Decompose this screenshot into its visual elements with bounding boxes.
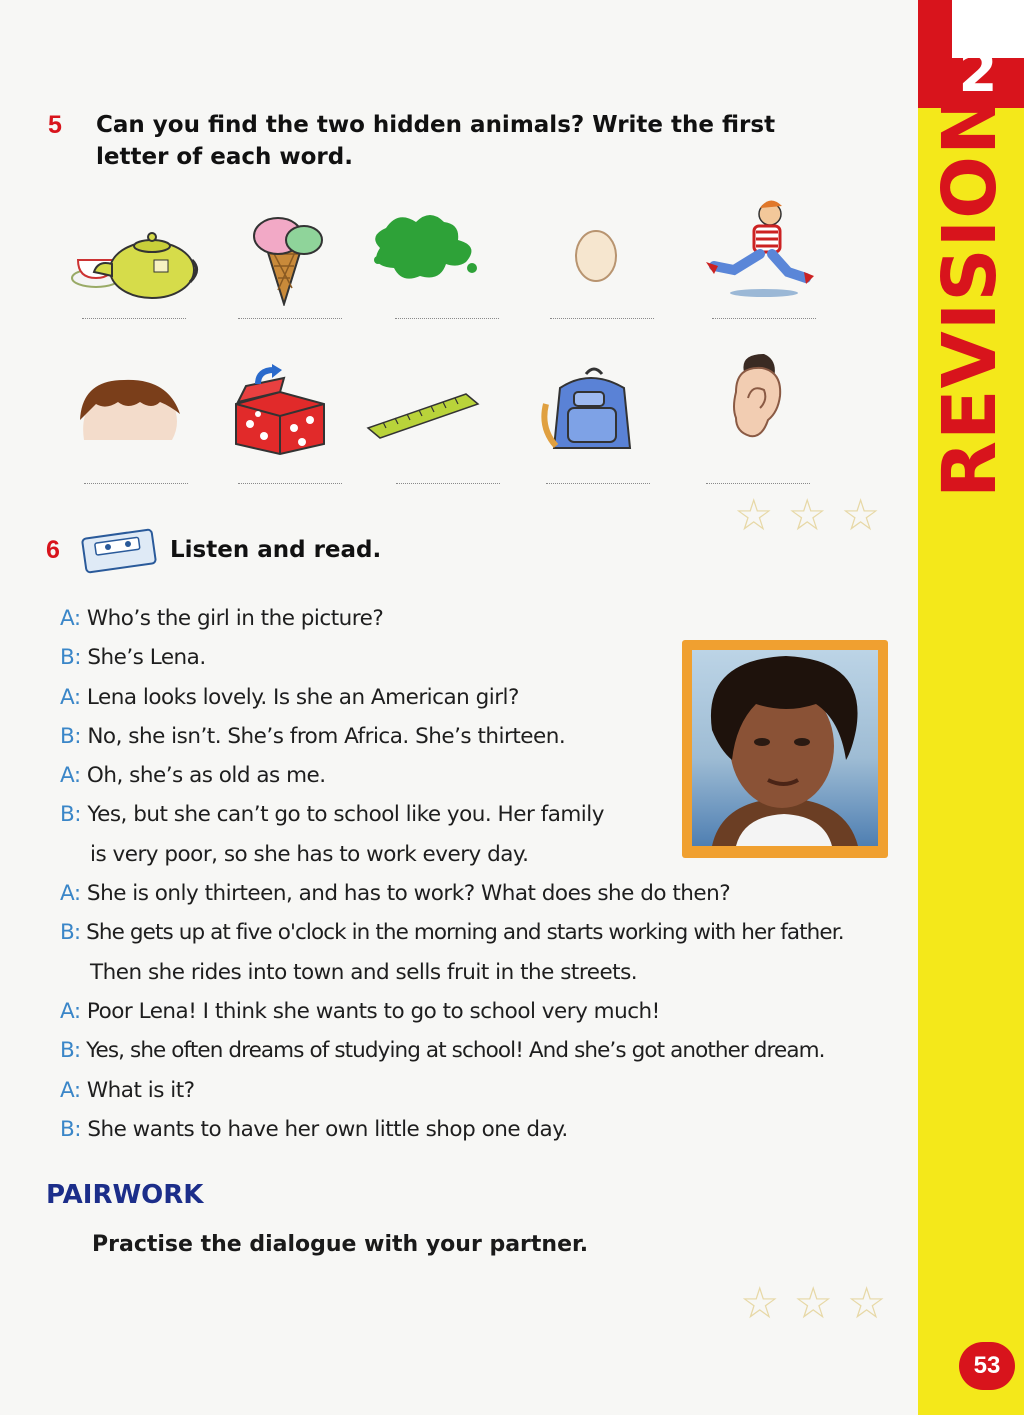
line-text: She wants to have her own little shop one day.: [87, 1116, 568, 1142]
speaker-label: B:: [60, 920, 81, 946]
star-icon: ☆: [734, 491, 774, 540]
exercise-6-title: Listen and read.: [170, 537, 382, 563]
revision-label: REVISION: [927, 91, 1013, 499]
line-text: She is only thirteen, and has to work? What does she do then?: [86, 881, 731, 907]
dialogue-line-continued: [60, 835, 910, 874]
line-text: Lena looks lovely. Is she an American girl?: [86, 684, 519, 710]
speaker-label: A:: [60, 606, 81, 631]
dialogue-line-continued: [60, 953, 910, 992]
dialogue-line: [60, 992, 910, 1031]
star-icon: ☆: [793, 1279, 833, 1328]
schoolbag-icon: [538, 364, 648, 454]
ruler-icon: [366, 390, 482, 442]
dialogue-line: [60, 717, 910, 756]
line-text: No, she isn’t. She’s from Africa. She’s thirteen.: [87, 723, 566, 749]
ice-cream-icon: [238, 210, 328, 306]
dialogue-line: [60, 913, 910, 952]
line-text: Then she rides into town and sells fruit in the streets.: [90, 959, 638, 985]
star-icon: ☆: [846, 1279, 887, 1328]
dialogue-line: [60, 599, 910, 638]
answer-line[interactable]: [82, 318, 186, 319]
answer-line[interactable]: [712, 318, 816, 319]
page-number: 53: [959, 1342, 1015, 1390]
exercise-5-title-line2: letter of each word.: [96, 144, 353, 170]
green-paint-splash-icon: [366, 208, 486, 288]
exercise-6-number: 6: [46, 536, 60, 564]
line-text: What is it?: [86, 1077, 195, 1103]
answer-line[interactable]: [84, 483, 188, 484]
speaker-label: A:: [60, 763, 81, 789]
line-text: is very poor, so she has to work every day.: [90, 841, 529, 867]
cassette-icon: [80, 528, 158, 574]
answer-line[interactable]: [238, 483, 342, 484]
speaker-label: B:: [60, 723, 81, 749]
pairwork-instruction: Practise the dialogue with your partner.: [92, 1232, 589, 1257]
hair-icon: [74, 376, 184, 446]
line-text: She’s Lena.: [87, 645, 206, 671]
running-boy-icon: [700, 198, 818, 302]
line-text: Yes, she often dreams of studying at school! And she’s got another dream.: [86, 1038, 825, 1064]
star-icon: ☆: [740, 1279, 780, 1328]
answer-line[interactable]: [395, 318, 499, 319]
speaker-label: A:: [60, 881, 81, 907]
speaker-label: B:: [60, 802, 81, 828]
line-text: Poor Lena! I think she wants to go to school very much!: [86, 998, 660, 1024]
open-box-icon: [228, 364, 332, 456]
ear-icon: [726, 352, 790, 444]
dialogue: [60, 599, 910, 1149]
unit-number: 2: [958, 48, 998, 98]
answer-line[interactable]: [238, 318, 342, 319]
line-text: Yes, but she can’t go to school like you. Her family: [87, 802, 604, 828]
teapot-icon: [70, 220, 200, 304]
speaker-label: A:: [60, 998, 81, 1024]
dialogue-line: [60, 756, 910, 795]
answer-line[interactable]: [396, 483, 500, 484]
exercise-5-title-line1: Can you find the two hidden animals? Write the first: [96, 112, 776, 138]
dialogue-line: [60, 678, 910, 717]
dialogue-line: [60, 874, 910, 913]
dialogue-line: [60, 795, 910, 834]
line-text: She gets up at five o'clock in the morning and starts working with her father.: [86, 920, 844, 946]
speaker-label: A:: [60, 684, 81, 710]
dialogue-line: [60, 638, 910, 677]
dialogue-line: [60, 1110, 910, 1149]
dialogue-line: [60, 1071, 910, 1110]
speaker-label: B:: [60, 1038, 81, 1064]
star-icon: ☆: [787, 491, 827, 540]
line-text: Oh, she’s as old as me.: [86, 763, 326, 789]
speaker-label: B:: [60, 1116, 81, 1142]
answer-line[interactable]: [550, 318, 654, 319]
speaker-label: B:: [60, 645, 81, 671]
speaker-label: A:: [60, 1077, 81, 1103]
line-text: Who’s the girl in the picture?: [86, 606, 384, 631]
rating-stars-exercise-6: [740, 1279, 887, 1328]
rating-stars-exercise-5: [734, 491, 881, 540]
star-icon: ☆: [840, 491, 881, 540]
dialogue-line: [60, 1031, 910, 1070]
exercise-5-number: 5: [48, 111, 62, 139]
answer-line[interactable]: [546, 483, 650, 484]
pairwork-heading: PAIRWORK: [46, 1180, 204, 1210]
egg-icon: [570, 226, 622, 282]
answer-line[interactable]: [706, 483, 810, 484]
